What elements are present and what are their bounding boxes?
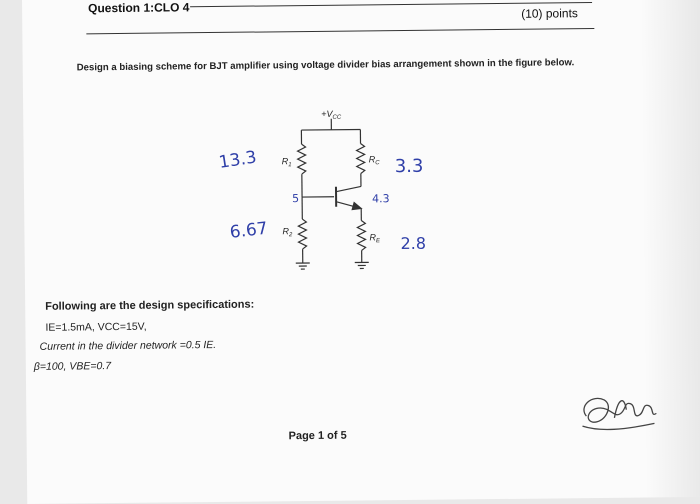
r2-resistor bbox=[298, 219, 306, 249]
collector-lead bbox=[336, 186, 361, 191]
question-prompt: Design a biasing scheme for BJT amplifier using voltage divider bias arrangement shown in the figure below. bbox=[76, 57, 575, 74]
r1-label: $R_1$ bbox=[281, 156, 292, 169]
handwritten-rc-value: 3.3 bbox=[394, 155, 424, 178]
document-page bbox=[22, 0, 700, 504]
r1-resistor bbox=[298, 144, 306, 174]
handwritten-base-node: 5 bbox=[292, 192, 300, 206]
re-label: $R_E$ bbox=[369, 232, 381, 245]
r2-label: $R_2$ bbox=[282, 226, 293, 239]
emitter-arrow bbox=[352, 202, 361, 209]
handwritten-re-value: 2.8 bbox=[400, 233, 427, 254]
re-resistor bbox=[357, 220, 365, 250]
handwritten-r1-value: 13.3 bbox=[217, 147, 258, 173]
vcc-label: $+V_{CC}$ bbox=[321, 108, 342, 121]
specs-line-1: IE=1.5mA, VCC=15V, bbox=[45, 320, 147, 334]
specs-line-2: Current in the divider network =0.5 IE. bbox=[39, 338, 217, 353]
handwritten-emitter-node: 4.3 bbox=[372, 192, 390, 206]
circuit-diagram bbox=[22, 0, 685, 300]
page-number: Page 1 of 5 bbox=[288, 429, 347, 443]
specs-line-3: β=100, VBE=0.7 bbox=[33, 360, 112, 373]
rc-resistor bbox=[357, 143, 365, 173]
points-label: (10) points bbox=[521, 6, 578, 21]
rc-label: $R_C$ bbox=[368, 154, 380, 167]
handwritten-signature bbox=[574, 387, 665, 438]
specs-title: Following are the design specifications: bbox=[45, 298, 255, 313]
question-label: Question 1:CLO 4 bbox=[88, 0, 190, 16]
handwritten-r2-value: 6.67 bbox=[228, 218, 269, 243]
